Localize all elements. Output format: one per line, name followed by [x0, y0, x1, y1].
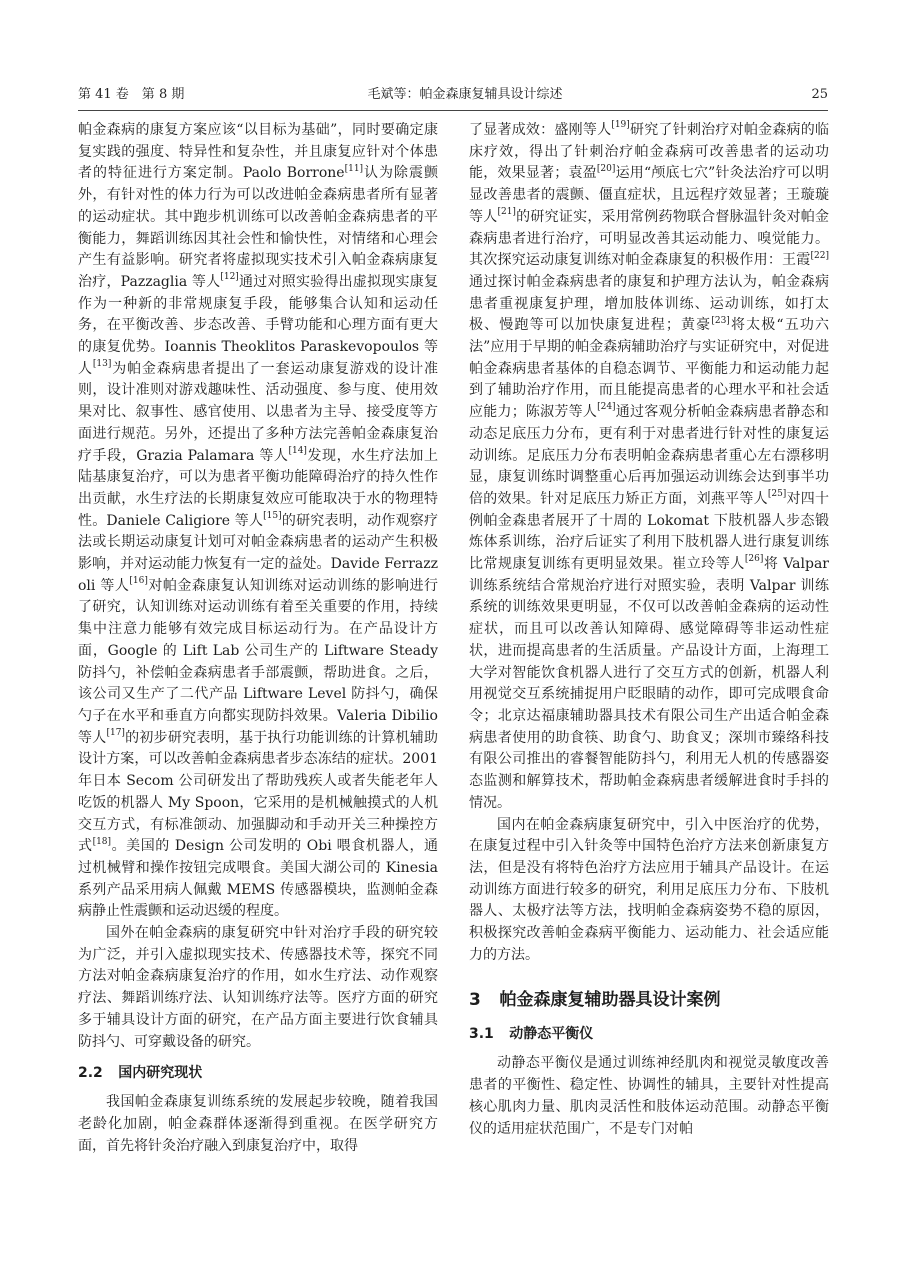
paragraph-text: 认为除震颤外，有针对性的体力行为可以改进帕金森病患者所有显著的运动症状。其中跑步机训练可以改善帕金森病患者的平衡能力，舞蹈训练因其社会性和愉快性，对情绪和心理会产生有益影响。研究者将虚拟现实技术引入帕金森病康复治疗，Pazzaglia 等人 [78, 165, 438, 290]
heading-title: 动静态平衡仪 [509, 1026, 594, 1043]
citation-ref: [16] [129, 576, 148, 587]
citation-ref: [23] [711, 315, 730, 326]
left-column [78, 120, 438, 1195]
subsection-heading [78, 1063, 438, 1084]
heading-title: 国内研究现状 [118, 1065, 203, 1082]
citation-ref: [20] [596, 163, 616, 174]
right-column [469, 120, 829, 1195]
citation-ref: [14] [288, 445, 307, 456]
header-divider [78, 110, 828, 111]
body-paragraph [78, 120, 438, 923]
body-paragraph [469, 1053, 829, 1140]
paragraph-text: 通过探讨帕金森病患者的康复和护理方法认为，帕金森病患者重视康复护理，增加肢体训练、运动训练，如打太极、慢跑等可以加快康复进程；黄豪 [469, 273, 829, 334]
running-head-volume-issue: 第 41 卷 第 8 期 [78, 87, 185, 102]
paragraph-text: 帕金森病的康复方案应该“以目标为基础”，同时要确定康复实践的强度、特异性和复杂性，并且康复应针对个体患者的特征进行方案定制。Paolo Borrone [78, 122, 438, 182]
citation-ref: [22] [810, 250, 829, 261]
running-head-article-title: 毛斌等：帕金森康复辅具设计综述 [367, 87, 563, 102]
section-heading [469, 988, 829, 1012]
citation-ref: [19] [611, 120, 630, 131]
paragraph-text: 将 Valpar 训练系统结合常规治疗进行对照实验，表明 Valpar 训练系统的训练效果更明显，不仅可以改善帕金森病的运动性症状，而且可以改善认知障碍、感觉障碍等非运动性症状，进而提高患者的生活质量。产品设计方面，上海理工大学对智能饮食机器人进行了交互方式的创新，机器人利用视觉交互系统捕捉用户眨眼睛的动作，即可完成喂食命令；北京达福康辅助器具技术有限公司生产出适合帕金森病患者使用的助食筷、助食勺、助食叉；深圳市臻络科技有限公司推出的睿餐智能防抖勺，利用无人机的传感器姿态监测和解算技术，帮助帕金森病患者缓解进食时手抖的情况。 [469, 556, 829, 811]
paragraph-text: 通过对照实验得出虚拟现实康复作为一种新的非常规康复手段，能够集合认知和运动任务，在平衡改善、步态改善、手臂功能和心理方面有更大的康复优势。Ioannis Theoklitos Paraskevopoulos 等人 [78, 273, 438, 377]
paragraph-text: 。美国的 Design 公司发明的 Obi 喂食机器人，通过机械臂和操作按钮完成喂食。美国大湖公司的 Kinesia 系列产品采用病人佩戴 MEMS 传感器模块，监测帕金森病静止性震颤和运动迟缓的程度。 [78, 838, 438, 920]
paragraph-text: 的研究证实，采用常例药物联合督脉温针灸对帕金森病患者进行治疗，可明显改善其运动能力、嗅觉能力。其次探究运动康复训练对帕金森康复的积极作用：王霞 [469, 208, 829, 269]
citation-ref: [24] [597, 402, 616, 413]
citation-ref: [15] [263, 511, 282, 521]
citation-ref: [17] [106, 728, 125, 739]
heading-title: 帕金森康复辅助器具设计案例 [499, 990, 721, 1011]
paragraph-text: 了显著成效：盛刚等人 [469, 122, 612, 138]
heading-number: 3 [469, 990, 481, 1011]
paragraph-text: 我国帕金森康复训练系统的发展起步较晚，随着我国老龄化加剧，帕金森群体逐渐得到重视。在医学研究方面，首先将针灸治疗融入到康复治疗中，取得 [78, 1094, 438, 1154]
paragraph-text: 研究了针刺治疗对帕金森病的临床疗效，得出了针刺治疗帕金森病可改善患者的运动功能，效果显著；袁盈 [469, 122, 829, 182]
citation-ref: [26] [744, 554, 764, 565]
paragraph-text: 运用“颅底七穴”针灸法治疗可以明显改善患者的震颤、僵直症状，且远程疗效显著；王璇璇等人 [469, 165, 829, 225]
paragraph-text: 发现，水生疗法加上陆基康复治疗，可以为患者平衡功能障碍治疗的持久性作出贡献，水生疗法的长期康复效应可能取决于水的物理特性。Daniele Caligiore 等人 [78, 447, 438, 529]
citation-ref: [18] [92, 836, 112, 847]
paragraph-text: 对四十例帕金森患者展开了十周的 Lokomat 下肢机器人步态锻炼体系训练，治疗后证实了利用下肢机器人进行康复训练比常规康复训练有更明显效果。崔立玲等人 [469, 490, 829, 573]
body-paragraph [78, 923, 438, 1053]
paragraph-text: 动静态平衡仪是通过训练神经肌肉和视觉灵敏度改善患者的平衡性、稳定性、协调性的辅具，主要针对性提高核心肌肉力量、肌肉灵活性和肢体运动范围。动静态平衡仪的适用症状范围广，不是专门对帕 [469, 1055, 829, 1137]
paragraph-text: 通过客观分析帕金森病患者静态和动态足底压力分布，更有利于对患者进行针对性的康复运动训练。足底压力分布表明帕金森病患者重心左右漂移明显，康复训练时调整重心后再加强运动训练会达到事半功倍的效果。针对足底压力矫正方面，刘燕平等人 [469, 404, 829, 507]
citation-ref: [13] [92, 359, 112, 370]
paragraph-text: 的初步研究表明，基于执行功能训练的计算机辅助设计方案，可以改善帕金森病患者步态冻结的症状。2001 年日本 Secom 公司研发出了帮助残疾人或者失能老年人吃饭的机器人 My Spoon，它采用的是机械触摸式的人机交互方式，有标准颌动、加强脚动和手动开关三种操控方式 [78, 729, 438, 855]
heading-number: 2.2 [78, 1065, 103, 1082]
citation-ref: [12] [220, 272, 239, 283]
paragraph-text: 国外在帕金森病的康复研究中针对治疗手段的研究较为广泛，并引入虚拟现实技术、传感器技术等，探究不同方法对帕金森病康复治疗的作用，如水生疗法、动作观察疗法、舞蹈训练疗法、认知训练疗法等。医疗方面的研究多于辅具设计方面的研究，在产品方面主要进行饮食辅具防抖勺、可穿戴设备的研究。 [78, 925, 438, 1050]
body-paragraph [469, 120, 829, 815]
paragraph-text: 国内在帕金森病康复研究中，引入中医治疗的优势，在康复过程中引入针灸等中国特色治疗方法来创新康复方法，但是没有将特色治疗方法应用于辅具产品设计。在运动训练方面进行较多的研究，利用足底压力分布、下肢机器人、太极疗法等方法，找明帕金森病姿势不稳的原因，积极探究改善帕金森病平衡能力、运动能力、社会适应能力的方法。 [469, 816, 829, 963]
body-paragraph [78, 1092, 438, 1157]
paragraph-text: 对帕金森康复认知训练对运动训练的影响进行了研究，认知训练对运动训练有着至关重要的作用，持续集中注意力能够有效完成目标运动行为。在产品设计方面，Google 的 Lift Lab 公司生产的 Liftware Steady 防抖勺，补偿帕金森病患者手部震颤，帮助进食。之后，该公司又生产了二代产品 Liftware Level 防抖勺，确保勺子在水平和垂直方向都实现防抖效果。Valeria Dibilio 等人 [78, 577, 438, 746]
body-paragraph [469, 815, 829, 967]
paragraph-text: 为帕金森病患者提出了一套运动康复游戏的设计准则，设计准则对游戏趣味性、活动强度、参与度、使用效果对比、叙事性、感官使用、以患者为主导、接受度等方面进行规范。另外，还提出了多种方法完善帕金森康复治疗手段，Grazia Palamara 等人 [78, 360, 438, 464]
paragraph-text: 将太极“五功六法”应用于早期的帕金森病辅助治疗与实证研究中，对促进帕金森病患者基体的自稳态调节、平衡能力和运动能力起到了辅助治疗作用，而且能提高患者的心理水平和社会适应能力；陈淑芳等人 [469, 317, 829, 421]
citation-ref: [11] [344, 163, 364, 174]
paragraph-text: 的研究表明，动作观察疗法或长期运动康复计划可对帕金森病患者的运动产生积极影响，并对运动能力恢复有一定的益处。Davide Ferrazzoli 等人 [78, 512, 438, 594]
citation-ref: [25] [767, 489, 787, 500]
citation-ref: [21] [497, 207, 516, 218]
page-number: 25 [811, 87, 828, 102]
heading-number: 3.1 [469, 1026, 494, 1043]
subsection-heading [469, 1024, 829, 1045]
